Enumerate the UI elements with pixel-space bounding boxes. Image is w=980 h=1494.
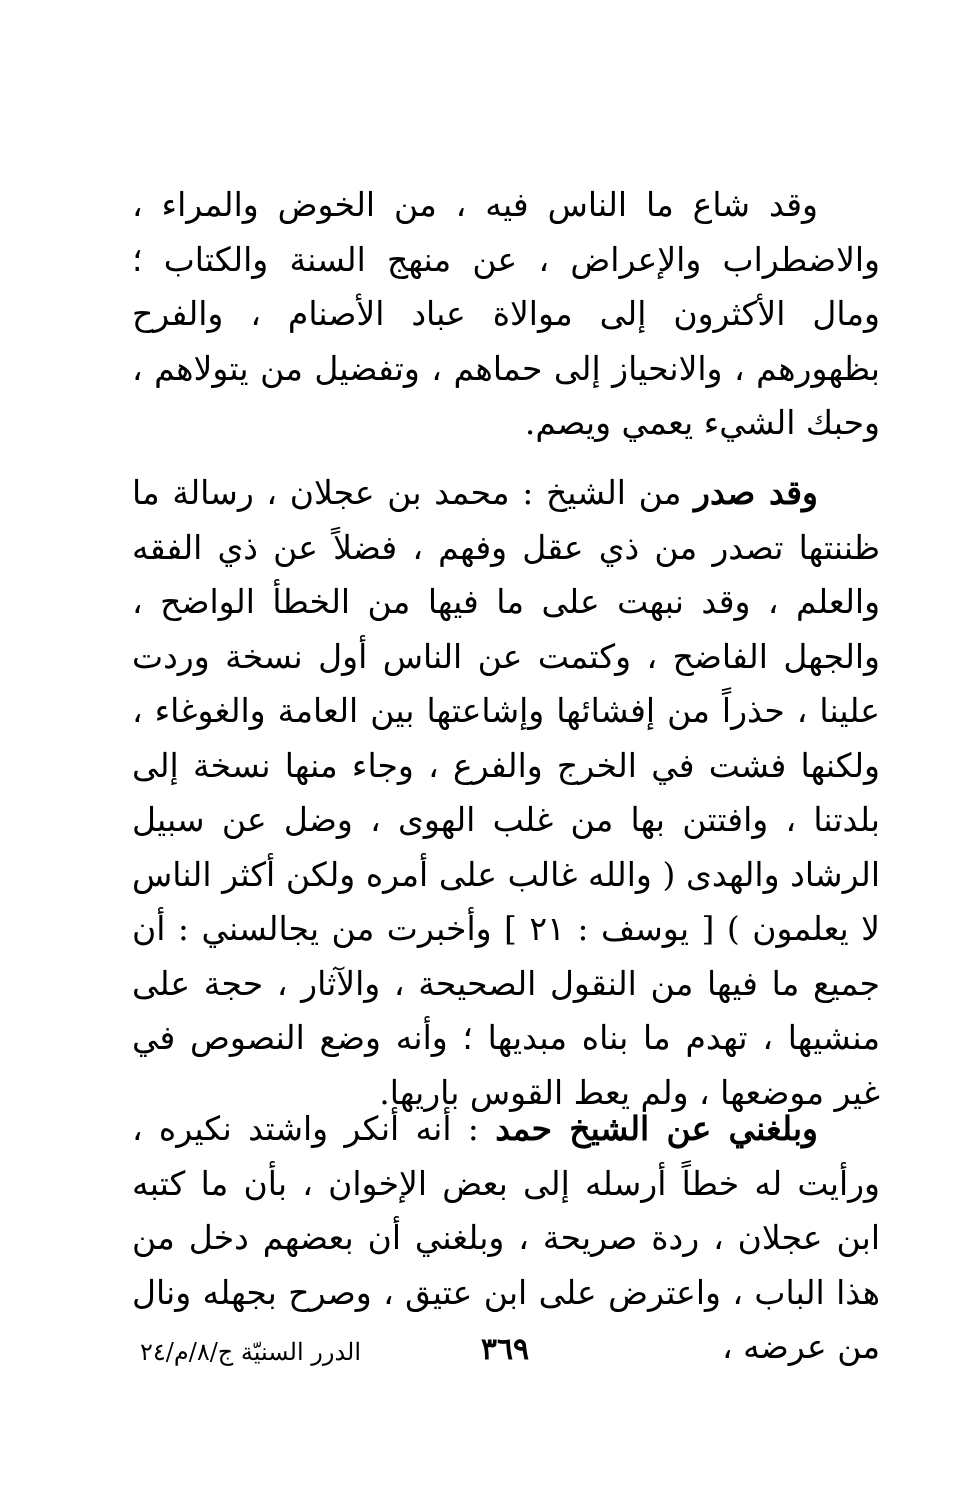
paragraph-1-text xyxy=(132,178,880,451)
page-footer xyxy=(0,1330,980,1380)
paragraph-1 xyxy=(132,178,880,451)
page-number: ٣٦٩ xyxy=(480,1332,530,1367)
paragraph-2-body: من الشيخ : محمد بن عجلان ، رسالة ما ظننتها تصدر من ذي عقل وفهم ، فضلاً عن ذي الفقه والعلم ، وقد نبهت على ما فيها من الخطأ الواضح ، والجهل الفاضح ، وكتمت عن الناس أول نسخة وردت علينا ، حذراً من إفشائها وإشاعتها بين العامة والغوغاء ، ولكنها فشت في الخرج والفرع ، وجاء منها نسخة إلى بلدتنا ، وافتتن بها من غلب الهوى ، وضل عن سبيل الرشاد والهدى ( والله غالب على أمره ولكن أكثر الناس لا يعلمون ) [ يوسف : ٢١ ] وأخبرت من يجالسني : أن جميع ما فيها من النقول الصحيحة ، والآثار ، حجة على منشيها ، تهدم ما بناه مبديها ؛ وأنه وضع النصوص في غير موضعها ، ولم يعط القوس باريها. xyxy=(132,473,880,1112)
paragraph-2-lead: وقد صدر xyxy=(694,473,818,512)
paragraph-2 xyxy=(132,466,880,1120)
source-reference: الدرر السنيّة ج/٨/م/٢٤ xyxy=(140,1338,362,1366)
paragraph-3-body: : أنه أنكر واشتد نكيره ، ورأيت له خطاً أرسله إلى بعض الإخوان ، بأن ما كتبه ابن عجلان ، ردة صريحة ، وبلغني أن بعضهم دخل من هذا الباب ، واعترض على ابن عتيق ، وصرح بجهله ونال من عرضه ، xyxy=(132,1109,880,1366)
paragraph-1-body: وقد شاع ما الناس فيه ، من الخوض والمراء ، والاضطراب والإعراض ، عن منهج السنة والكتاب ؛ ومال الأكثرون إلى موالاة عباد الأصنام ، والفرح بظهورهم ، والانحياز إلى حماهم ، وتفضيل من يتولاهم ، وحبك الشيء يعمي ويصم. xyxy=(132,185,880,442)
paragraph-3-lead: وبلغني عن الشيخ حمد xyxy=(495,1109,818,1148)
paragraph-2-text xyxy=(132,466,880,1120)
